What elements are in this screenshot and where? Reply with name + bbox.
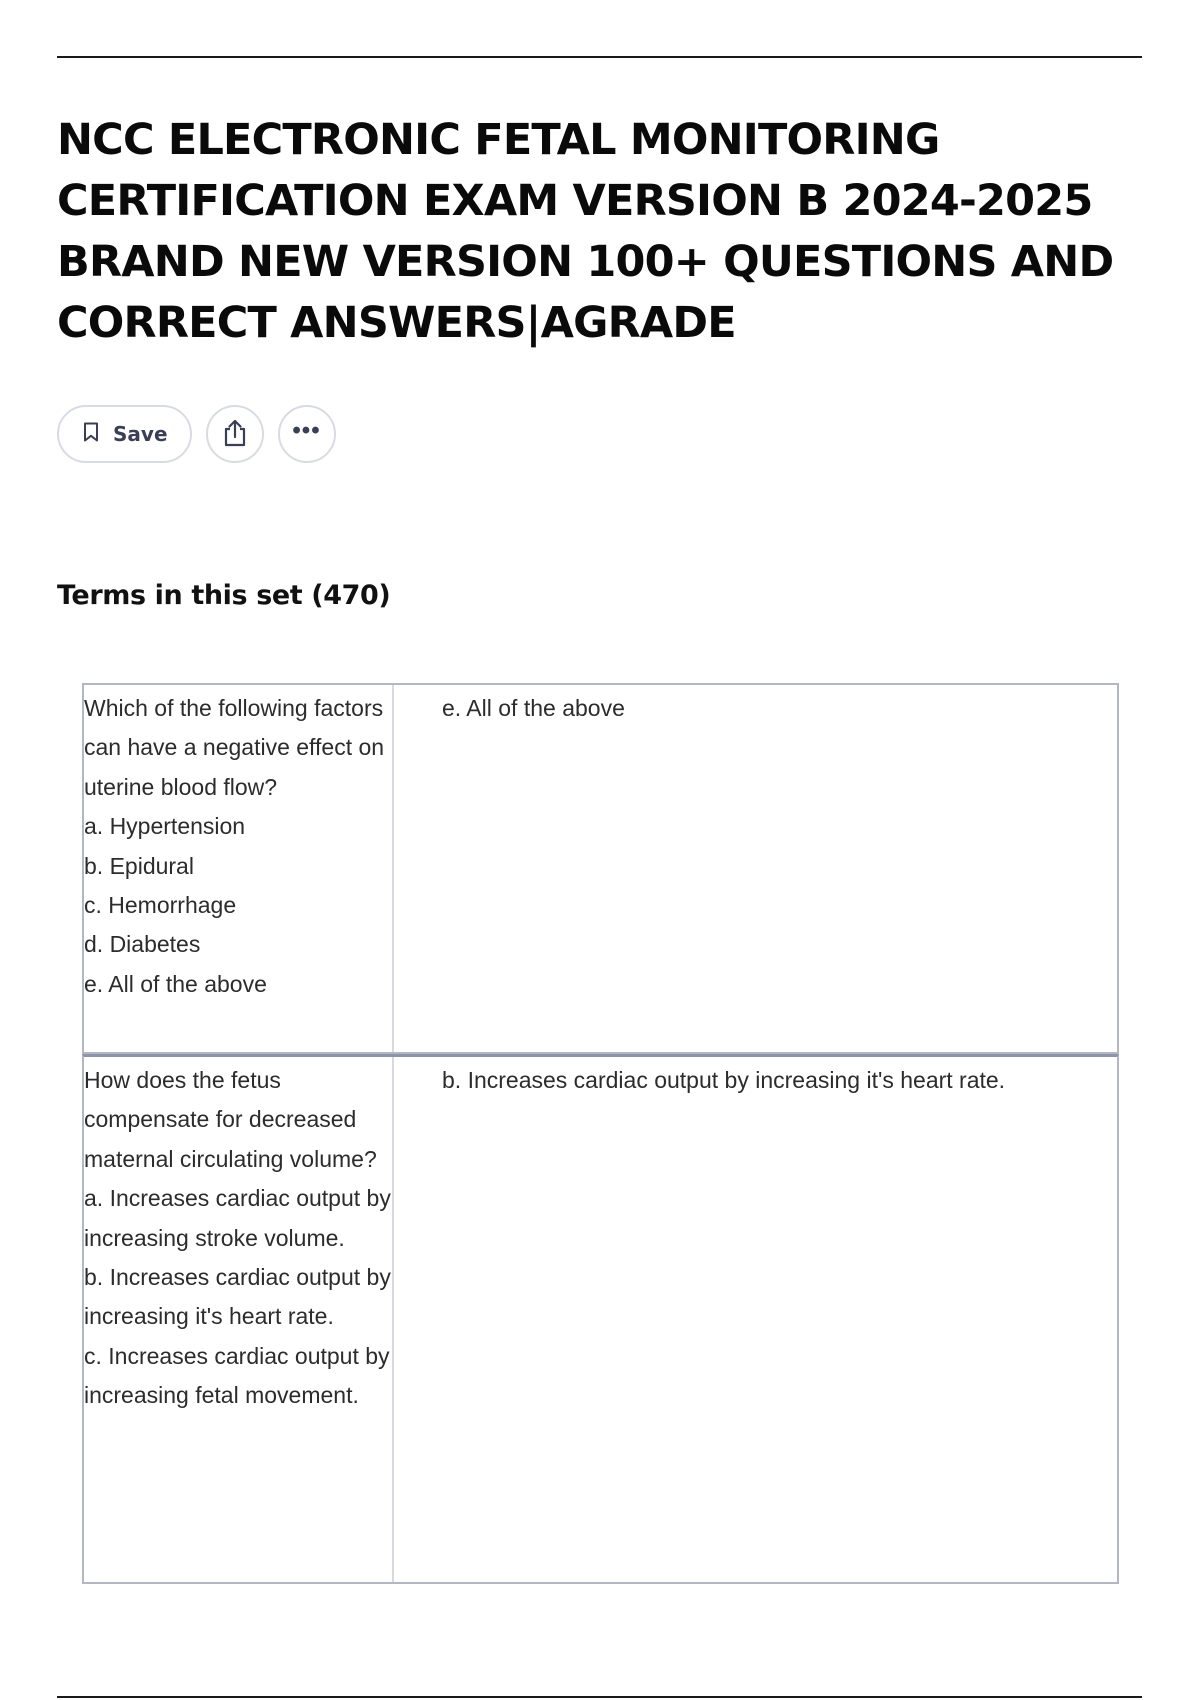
bottom-divider <box>57 1696 1142 1698</box>
terms-table <box>82 683 1119 1584</box>
terms-heading: Terms in this set (470) <box>57 580 391 611</box>
share-icon <box>222 419 248 450</box>
page-title: NCC ELECTRONIC FETAL MONITORING CERTIFICATION EXAM VERSION B 2024-2025 BRAND NEW VERSION 100+ QUESTIONS AND CORRECT ANSWERS|AGRADE <box>57 115 1114 348</box>
more-options-icon: ••• <box>292 417 321 444</box>
term-answer: e. All of the above <box>442 695 625 721</box>
share-button[interactable] <box>206 405 264 463</box>
top-divider <box>57 56 1142 58</box>
more-options-button[interactable] <box>278 405 336 463</box>
term-row <box>82 1054 1119 1584</box>
term-question: Which of the following factors can have a negative effect on uterine blood flow? a. Hypertension b. Epidural c. Hemorrhage d. Diabetes e. All of the above <box>84 685 394 1052</box>
action-bar <box>57 404 336 464</box>
save-button-label: Save <box>113 422 168 446</box>
term-question: How does the fetus compensate for decreased maternal circulating volume? a. Increases cardiac output by increasing stroke volume. b. Increases cardiac output by increasing it's heart rate. c. Increases cardiac output by increasing fetal movement. <box>84 1057 394 1582</box>
save-button[interactable] <box>57 405 192 463</box>
term-row <box>82 683 1119 1054</box>
term-answer: b. Increases cardiac output by increasing it's heart rate. <box>442 1067 1006 1093</box>
bookmark-icon <box>83 422 99 447</box>
